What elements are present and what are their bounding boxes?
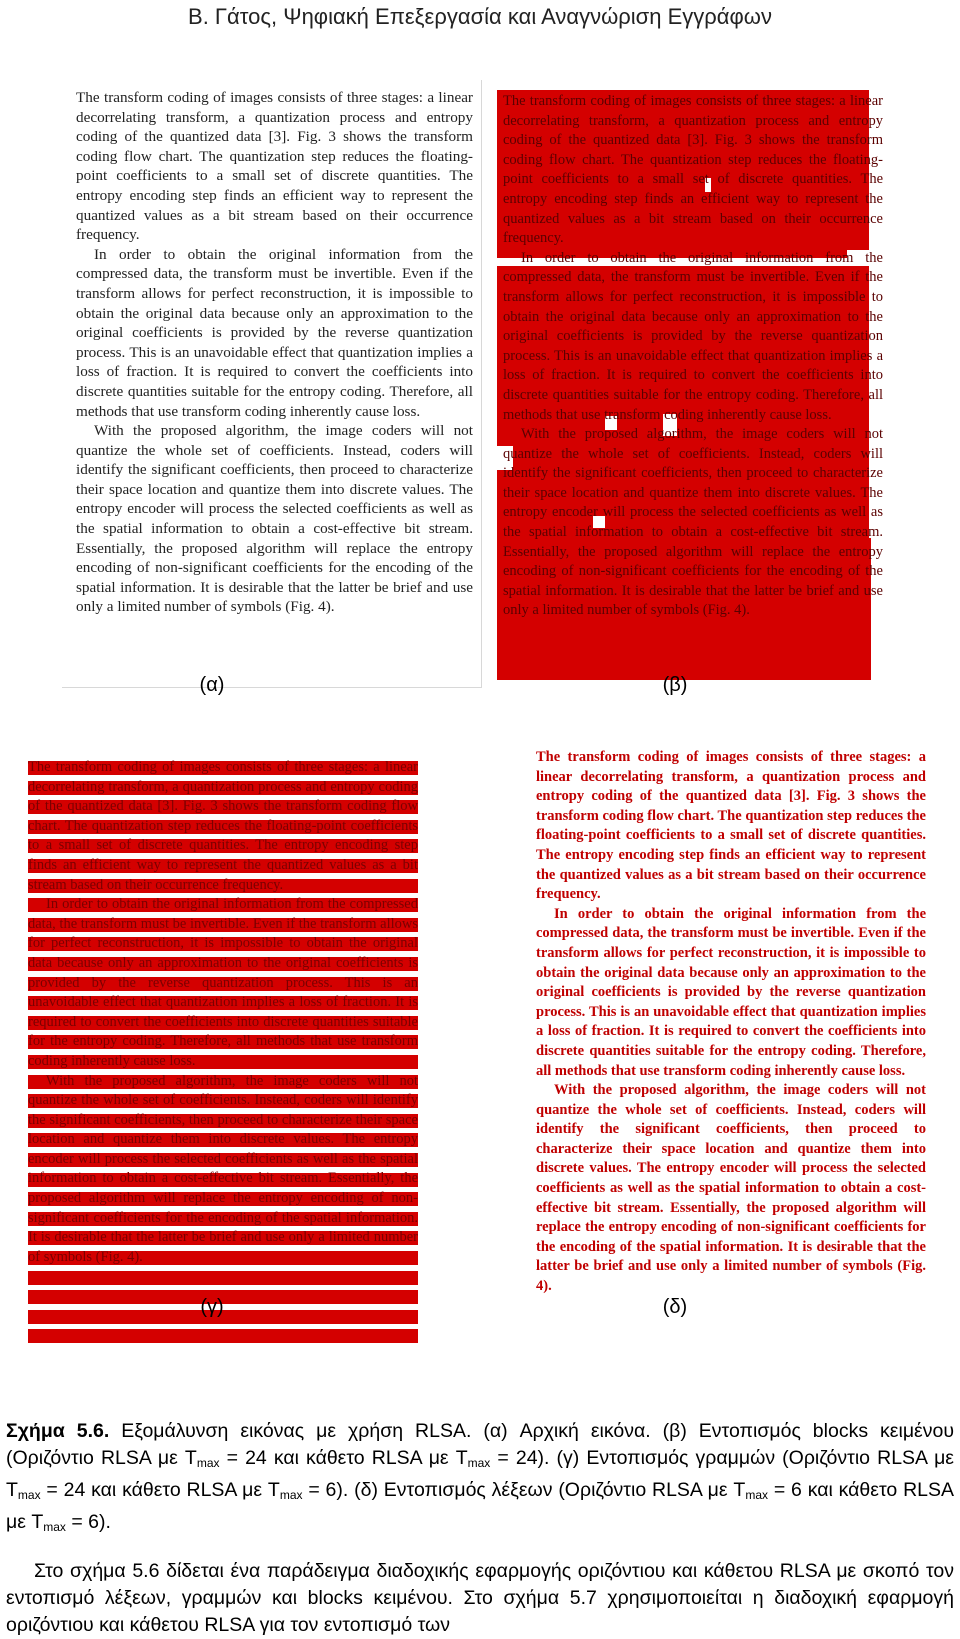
- paragraph-2: In order to obtain the original information from the compressed data, the transform must be invertible. Even if the transform allows for perfect reconstruction, it is impossible to obtain the original data because only an approximation to the original coefficients is provided by the reverse quantization process. This is an unavoidable effect that quantization implies a loss of fraction. It is required to convert the coefficients into discrete quantities suitable for the entropy coding. Therefore, all methods that use transform coding inherently cause loss.: [503, 249, 883, 423]
- caption-number: Σχήμα 5.6.: [6, 1420, 110, 1442]
- paragraph-2: In order to obtain the original information from the compressed data, the transform must be invertible. Even if the transform allows for perfect reconstruction, it is impossible to obtain the original data because only an approximation to the original coefficients is provided by the reverse quantization process. This is an unavoidable effect that quantization implies a loss of fraction. It is required to convert the coefficients into discrete quantities suitable for the entropy coding. Therefore, all methods that use transform coding inherently cause loss.: [28, 896, 418, 1069]
- label-a: (α): [199, 674, 225, 696]
- figure-caption: Σχήμα 5.6. Εξομάλυνση εικόνας με χρήση RLSA. (α) Αρχική εικόνα. (β) Εντοπισμός blocks κειμένου (Οριζόντιο RLSA με $T_{max} = 24$ και κάθετο RLSA με $T_{max} = 24$). (γ) Εντοπισμός γραμμών (Οριζόντιο RLSA με $T_{max} = 24$ και κάθετο RLSA με $T_{max} = 6$). (δ) Εντοπισμός λέξεων (Οριζόντιο RLSA με $T_{max} = 6$ και κάθετο RLSA με $T_{max} = 6$).: [6, 1420, 955, 1534]
- paragraph-3: With the proposed algorithm, the image coders will not quantize the whole set of coefficients. Instead, coders will identify the significant coefficients, then proceed to characterize their space location and quantize them into discrete values. The entropy encoder will process the selected coefficients as well as the spatial information to obtain a cost-effective bit stream. Essentially, the proposed algorithm will replace the entropy encoding of non-significant coefficients for the encoding of the spatial information. It is desirable that the latter be brief and use only a limited number of symbols (Fig. 4).: [28, 1072, 418, 1265]
- paragraph-1: The transform coding of images consists of three stages: a linear decorrelating transform, a quantization process and entropy coding of the quantized data [3]. Fig. 3 shows the transform coding flow chart. The quantization step reduces the floating-point coefficients to a small set of discrete quantities. The entropy encoding step finds an efficient way to represent the quantized values as a bit stream based on their occurrence frequency.: [536, 749, 926, 903]
- body-paragraph: Στο σχήμα 5.6 δίδεται ένα παράδειγμα διαδοχικής εφαρμογής οριζόντιου και κάθετου RLSA με σκοπό τον εντοπισμό λέξεων, γραμμών και blocks κειμένου. Στο σχήμα 5.7 χρησιμοποιείται η διαδοχική εφαρμογή οριζόντιου και κάθετου RLSA για τον εντοπισμό των: [6, 1560, 954, 1636]
- blocks-text: [503, 92, 883, 621]
- paragraph-2: In order to obtain the original information from the compressed data, the transform must be invertible. Even if the transform allows for perfect reconstruction, it is impossible to obtain the original data because only an approximation to the original coefficients is provided by the reverse quantization process. This is an unavoidable effect that quantization implies a loss of fraction. It is required to convert the coefficients into discrete quantities suitable for the entropy coding. Therefore, all methods that use transform coding inherently cause loss.: [536, 905, 926, 1079]
- paragraph-2: In order to obtain the original information from the compressed data, the transform must be invertible. Even if the transform allows for perfect reconstruction, it is impossible to obtain the original data because only an approximation to the original coefficients is provided by the reverse quantization process. This is an unavoidable effect that quantization implies a loss of fraction. It is required to convert the coefficients into discrete quantities suitable for the entropy coding. Therefore, all methods that use transform coding inherently cause loss.: [76, 245, 473, 420]
- figure-words-image: [536, 748, 926, 1344]
- label-d: (δ): [662, 1296, 688, 1318]
- paragraph-3: With the proposed algorithm, the image coders will not quantize the whole set of coefficients. Instead, coders will identify the significant coefficients, then proceed to characterize their space location and quantize them into discrete values. The entropy encoder will process the selected coefficients as well as the spatial information to obtain a cost-effective bit stream. Essentially, the proposed algorithm will replace the entropy encoding of non-significant coefficients for the encoding of the spatial information. It is desirable that the latter be brief and use only a limited number of symbols (Fig. 4).: [503, 426, 883, 619]
- line-region: [28, 1329, 418, 1343]
- paragraph-1: The transform coding of images consists of three stages: a linear decorrelating transform, a quantization process and entropy coding of the quantized data [3]. Fig. 3 shows the transform coding flow chart. The quantization step reduces the floating-point coefficients to a small set of discrete quantities. The entropy encoding step finds an efficient way to represent the quantized values as a bit stream based on their occurrence frequency.: [503, 93, 883, 247]
- words-text: [536, 748, 926, 1297]
- paragraph-3: With the proposed algorithm, the image coders will not quantize the whole set of coefficients. Instead, coders will identify the significant coefficients, then proceed to characterize their space location and quantize them into discrete values. The entropy encoder will process the selected coefficients as well as the spatial information to obtain a cost-effective bit stream. Essentially, the proposed algorithm will replace the entropy encoding of non-significant coefficients for the encoding of the spatial information. It is desirable that the latter be brief and use only a limited number of symbols (Fig. 4).: [76, 422, 473, 616]
- paragraph-3: With the proposed algorithm, the image coders will not quantize the whole set of coefficients. Instead, coders will identify the significant coefficients, then proceed to characterize their space location and quantize them into discrete values. The entropy encoder will process the selected coefficients as well as the spatial information to obtain a cost-effective bit stream. Essentially, the proposed algorithm will replace the entropy encoding of non-significant coefficients for the encoding of the spatial information. It is desirable that the latter be brief and use only a limited number of symbols (Fig. 4).: [536, 1082, 926, 1295]
- figure-original-image: [62, 80, 482, 688]
- paragraph-1: The transform coding of images consists of three stages: a linear decorrelating transform, a quantization process and entropy coding of the quantized data [3]. Fig. 3 shows the transform coding flow chart. The quantization step reduces the floating-point coefficients to a small set of discrete quantities. The entropy encoding step finds an efficient way to represent the quantized values as a bit stream based on their occurrence frequency.: [76, 89, 473, 244]
- paragraph-1: The transform coding of images consists of three stages: a linear decorrelating transform, a quantization process and entropy coding of the quantized data [3]. Fig. 3 shows the transform coding flow chart. The quantization step reduces the floating-point coefficients to a small set of discrete quantities. The entropy encoding step finds an efficient way to represent the quantized values as a bit stream based on their occurrence frequency.: [28, 759, 418, 893]
- figure-blocks-image: [497, 90, 889, 680]
- lines-text: [28, 758, 418, 1267]
- original-text: [76, 88, 473, 617]
- figure-lines-image: [28, 758, 418, 1345]
- label-b: (β): [662, 674, 688, 696]
- page-header: Β. Γάτος, Ψηφιακή Επεξεργασία και Αναγνώριση Εγγράφων: [188, 4, 772, 29]
- label-c: (γ): [200, 1296, 224, 1318]
- line-region: [28, 1271, 418, 1285]
